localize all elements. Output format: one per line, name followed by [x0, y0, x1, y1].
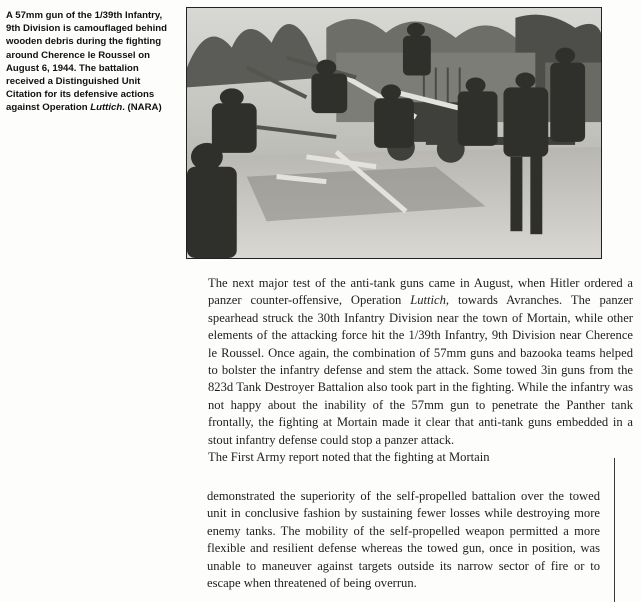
paragraph-2: The First Army report noted that the fighting at Mortain: [208, 450, 490, 465]
caption-text: A 57mm gun of the 1/39th Infantry, 9th Division is camouflaged behind wooden debris during the fighting around Cherence le Roussel on August 6, 1944. The battalion received a Distinguished Unit Citation for its defensive actions against Operation: [6, 10, 167, 114]
article-body: [208, 275, 633, 466]
photo-caption: [6, 9, 178, 115]
vertical-rule: [614, 458, 615, 602]
paragraph-1-text-a: The next major test of the anti-tank guns came in August, when Hitler ordered a panzer counter-offensive, Operation: [208, 276, 633, 308]
block-quote: [207, 488, 600, 592]
paragraph-1: [208, 275, 633, 449]
photo-illustration: [187, 8, 601, 258]
paragraph-1-italic-operation: Luttich: [410, 293, 446, 308]
caption-credit: . (NARA): [122, 102, 162, 114]
paragraph-1-text-b: , towards Avranches. The panzer spearhead struck the 30th Infantry Division near the town of Mortain, while other elements of the attacking force hit the 1/39th Infantry, 9th Division near Cherence le Roussel. Once again, the combination of 57mm guns and bazooka teams helped to bolster the infantry defense and stem the attack. Some towed 3in guns from the 823d Tank Destroyer Battalion also took part in the fighting. While the infantry was not happy about the inability of the 57mm gun to penetrate the Panther tank frontally, the fighting at Mortain made it clear that anti-tank guns embedded in a stout infantry defense could stop a panzer attack.: [208, 293, 633, 447]
block-quote-text: demonstrated the superiority of the self-propelled battalion over the towed unit in conclusive fashion by sustaining fewer losses while destroying more enemy tanks. The mobility of the self-propelled weapon permitted a more flexible and resilient defense whereas the towed gun, once in position, was unable to maneuver against targets outside its narrow sector of fire or to escape when threatened of being overrun.: [207, 489, 600, 591]
historical-photo: [186, 7, 602, 259]
caption-italic-operation: Luttich: [90, 102, 123, 114]
